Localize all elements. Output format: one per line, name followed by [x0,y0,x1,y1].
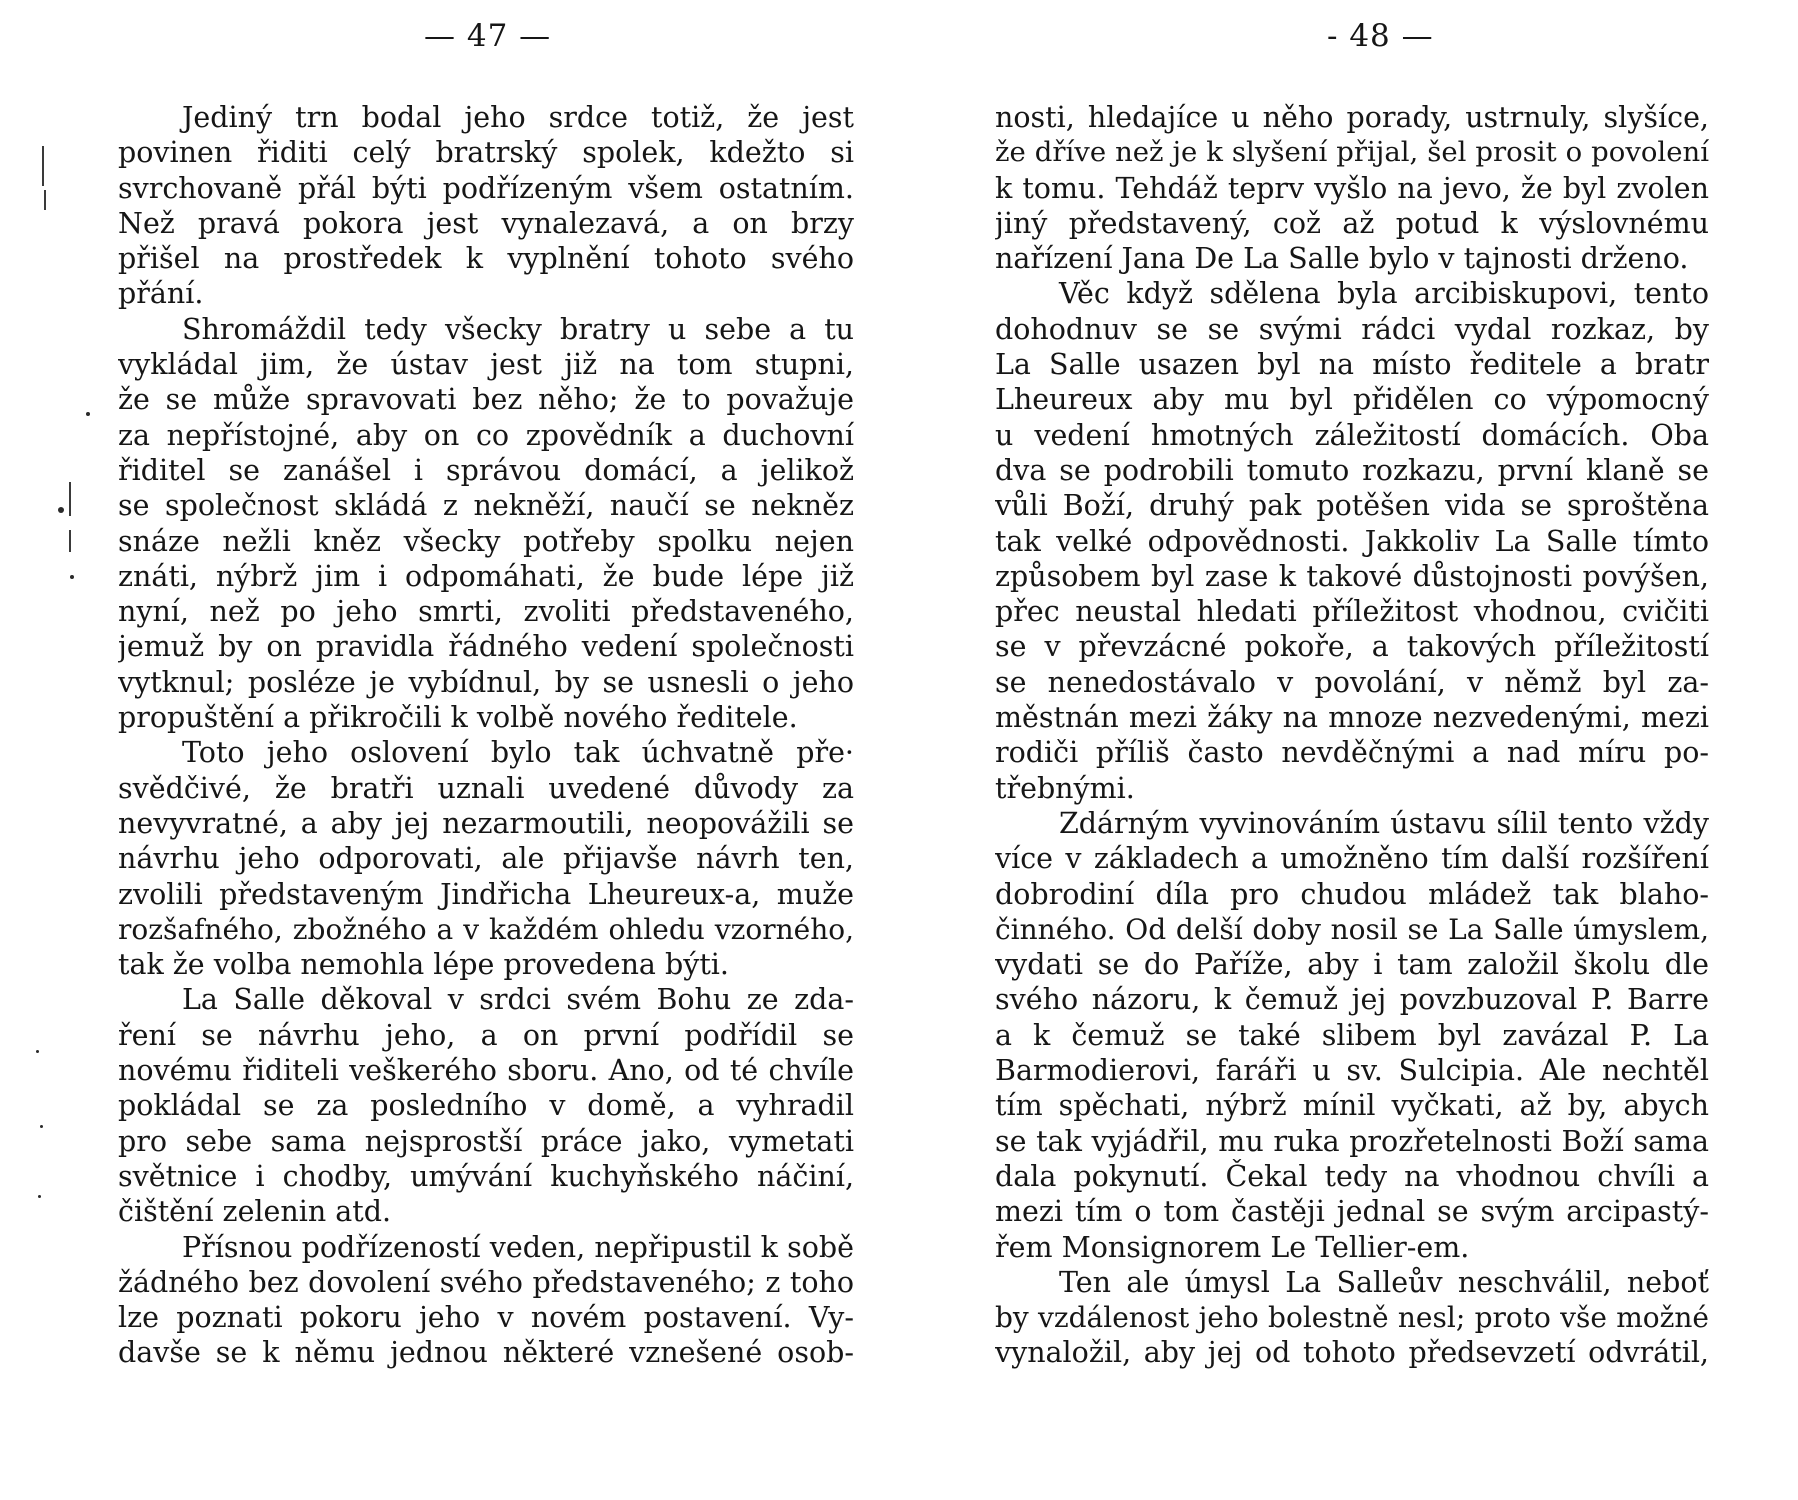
text-line: dohodnuv se se svými rádci vydal rozkaz, by [995,312,1709,346]
right-page [899,0,1798,1500]
text-line: Než pravá pokora jest vynalezavá, a on brzy [118,206,854,240]
page-number: — 47 — [424,18,552,54]
scan-mark [44,190,46,210]
text-line: řiditel se zanášel i správou domácí, a jelikož [118,453,854,487]
text-line: La Salle děkoval v srdci svém Bohu ze zda- [182,983,854,1017]
text-line: se v převzácné pokoře, a takových příležitostí [995,630,1709,664]
text-line: povinen řiditi celý bratrský spolek, kdežto si [118,136,854,170]
page-text [995,100,1709,1371]
text-line: činného. Od delší doby nosil se La Salle úmyslem, [995,912,1709,946]
scan-speck [86,412,90,416]
text-line: za nepřístojné, aby on co zpovědník a duchovní [118,418,854,452]
text-line: svědčivé, že bratři uznali uvedené důvody za [118,771,854,805]
text-line: novému řiditeli veškerého sboru. Ano, od té chvíle [118,1054,854,1088]
text-line: nyní, než po jeho smrti, zvoliti představeného, [118,595,854,629]
text-line: se společnost skládá z nekněží, naučí se nekněz [118,489,854,523]
page-text [118,100,854,1371]
text-line: svrchovaně přál býti podřízeným všem ostatním. [118,171,854,205]
scan-mark [69,482,71,516]
text-line: La Salle usazen byl na místo ředitele a bratr [995,348,1709,382]
text-line: propuštění a přikročili k volbě nového ředitele. [118,701,798,735]
text-line: rozšafného, zbožného a v každém ohledu vzorného, [118,912,854,946]
text-line: k tomu. Tehdáž teprv vyšlo na jevo, že byl zvolen [995,171,1709,205]
text-line: mezi tím o tom častěji jednal se svým arcipastý- [995,1195,1709,1229]
text-line: dva se podrobili tomuto rozkazu, první klaně se [995,453,1709,487]
text-line: přec neustal hledati příležitost vhodnou, cvičiti [995,595,1709,629]
text-line: vykládal jim, že ústav jest již na tom stupni, [118,348,854,382]
text-line: pro sebe sama nejsprostší práce jako, vymetati [118,1124,854,1158]
text-line: třebnými. [995,771,1135,805]
text-line: Ten ale úmysl La Salleův neschválil, neboť [1059,1265,1709,1299]
text-line: že dříve než je k slyšení přijal, šel prosit o povolení [995,136,1709,169]
text-line: městnán mezi žáky na mnoze nezvedenými, mezi [995,701,1709,735]
text-line: dobrodiní díla pro chudou mládež tak blaho- [995,877,1709,911]
text-line: pokládal se za posledního v domě, a vyhradil [118,1089,854,1123]
text-line: tak že volba nemohla lépe provedena býti. [118,948,729,982]
scan-speck [38,1195,41,1198]
text-line: se tak vyjádřil, mu ruka prozřetelnosti Boží sama [995,1124,1709,1158]
text-line: zvolili představeným Jindřicha Lheureux-a, muže [118,877,854,911]
text-line: se nenedostávalo v povolání, v němž byl za- [995,665,1709,699]
text-line: jemuž by on pravidla řádného vedení společnosti [118,630,854,664]
text-line: jiný představený, což až potud k výslovnému [995,206,1709,240]
text-line: Jediný trn bodal jeho srdce totiž, že jest [182,101,854,134]
text-line: Věc když sdělena byla arcibiskupovi, tento [1059,277,1709,311]
text-line: Lheureux aby mu byl přidělen co výpomocný [995,383,1709,417]
text-line: vynaložil, aby jej od tohoto předsevzetí odvrátil, [995,1336,1709,1370]
scan-speck [40,1125,43,1128]
scan-speck [58,507,64,513]
text-line: přišel na prostředek k vyplnění tohoto svého [118,242,854,276]
text-line: dala pokynutí. Čekal tedy na vhodnou chvíli a [995,1159,1709,1193]
text-line: ření se návrhu jeho, a on první podřídil se [118,1018,854,1052]
page-number: - 48 — [1327,18,1434,54]
text-line: znáti, nýbrž jim i odpomáhati, že bude lépe již [118,559,854,593]
text-line: přání. [118,277,204,311]
text-line: vydati se do Paříže, aby i tam založil školu dle [995,948,1709,982]
text-line: návrhu jeho odporovati, ale přijavše návrh ten, [118,842,854,876]
text-line: způsobem byl zase k takové důstojnosti povýšen, [995,559,1709,593]
text-line: svého názoru, k čemuž jej povzbuzoval P. Barre [995,983,1709,1017]
text-line: vytknul; posléze je vybídnul, by se usnesli o jeho [118,665,854,699]
text-line: světnice i chodby, umývání kuchyňského náčiní, [118,1159,854,1193]
text-line: davše se k němu jednou některé vznešené osob- [118,1336,854,1370]
text-line: tím spěchati, nýbrž mínil vyčkati, až by, abych [995,1089,1709,1123]
text-line: snáze nežli kněz všecky potřeby spolku nejen [118,524,854,558]
text-line: u vedení hmotných záležitostí domácích. Oba [995,418,1709,452]
text-line: Zdárným vyvinováním ústavu sílil tento vždy [1059,806,1709,840]
text-line: a k čemuž se také slibem byl zavázal P. La [995,1018,1709,1052]
text-line: rodiči příliš často nevděčnými a nad míru po- [995,736,1709,770]
text-line: Barmodierovi, faráři u sv. Sulcipia. Ale nechtěl [995,1054,1709,1088]
text-line: tak velké odpovědnosti. Jakkoliv La Salle tímto [995,524,1709,558]
text-line: žádného bez dovolení svého představeného; z toho [118,1265,854,1299]
text-line: Shromáždil tedy všecky bratry u sebe a tu [182,312,854,346]
text-line: Přísnou podřízeností veden, nepřipustil k sobě [182,1230,854,1264]
text-line: nevyvratné, a aby jej nezarmoutili, neopovážili se [118,806,854,840]
text-line: více v základech a umožněno tím další rozšíření [995,842,1709,876]
scan-mark [42,146,44,186]
scan-speck [36,1050,39,1053]
text-line: že se může spravovati bez něho; že to považuje [118,383,854,417]
scan-mark [69,530,71,552]
text-line: lze poznati pokoru jeho v novém postavení. Vy- [118,1301,854,1335]
text-line: by vzdálenost jeho bolestně nesl; proto vše možné [995,1301,1709,1335]
text-line: Toto jeho oslovení bylo tak úchvatně pře· [182,736,854,770]
scan-speck [70,575,74,579]
text-line: řem Monsignorem Le Tellier-em. [995,1230,1470,1264]
text-line: nařízení Jana De La Salle bylo v tajnosti drženo. [995,242,1689,276]
text-line: nosti, hledajíce u něho porady, ustrnuly, slyšíce, [995,101,1709,134]
text-line: vůli Boží, druhý pak potěšen vida se sproštěna [995,489,1709,523]
text-line: čištění zelenin atd. [118,1195,392,1229]
